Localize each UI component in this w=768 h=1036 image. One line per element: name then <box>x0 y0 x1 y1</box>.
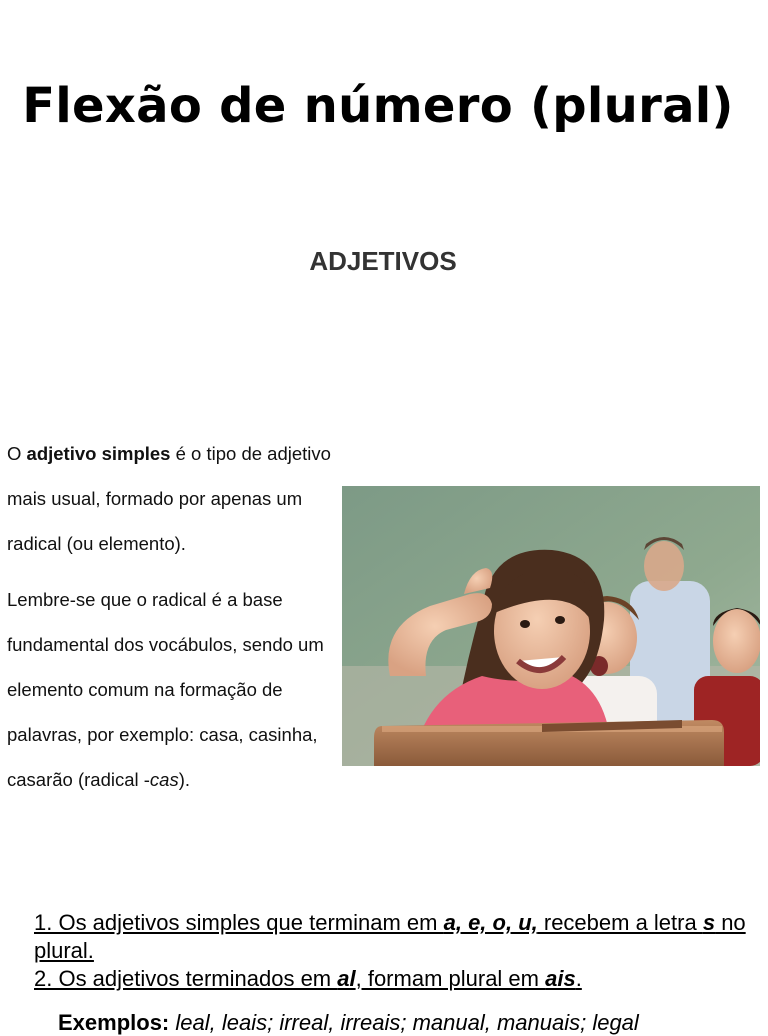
rule-1-text-c: no plural. <box>34 910 746 963</box>
plural-rules <box>34 909 754 993</box>
rule-2-text-c: . <box>575 966 582 991</box>
rule-2-al: al <box>337 966 356 991</box>
radical-text: Lembre-se que o radical é a base fundamental dos vocábulos, sendo um elemento comum na formação de palavras, por exemplo: casa, casinha, casarão (radical - <box>7 589 324 790</box>
rule-1-vowels: a, e, o, u, <box>443 910 538 935</box>
rule-2 <box>34 965 754 993</box>
page-title: Flexão de número (plural) <box>22 78 734 134</box>
rule-1 <box>34 909 754 965</box>
rule-1-text-b: recebem a letra <box>537 910 703 935</box>
examples-line <box>58 1010 768 1036</box>
examples-label: Exemplos: <box>58 1010 170 1035</box>
rule-2-ais: ais <box>545 966 576 991</box>
intro-rest: é o tipo de adjetivo mais usual, formado por apenas um radical (ou elemento). <box>7 443 331 554</box>
classroom-photo <box>342 486 760 766</box>
intro-paragraph <box>7 431 339 566</box>
radical-italic: cas <box>149 769 179 790</box>
radical-paragraph <box>7 577 339 802</box>
examples-text: leal, leais; irreal, irreais; manual, manuais; legal <box>169 1010 639 1035</box>
rule-2-text-b: , formam plural em <box>355 966 546 991</box>
rule-1-letter-s: s <box>702 910 716 935</box>
section-subtitle: ADJETIVOS <box>309 246 457 276</box>
intro-o: O <box>7 443 27 464</box>
rule-1-text-a: 1. Os adjetivos simples que terminam em <box>34 910 444 935</box>
rule-2-text-a: 2. Os adjetivos terminados em <box>34 966 338 991</box>
intro-bold-term: adjetivo simples <box>26 443 171 464</box>
radical-end: ). <box>178 769 191 790</box>
